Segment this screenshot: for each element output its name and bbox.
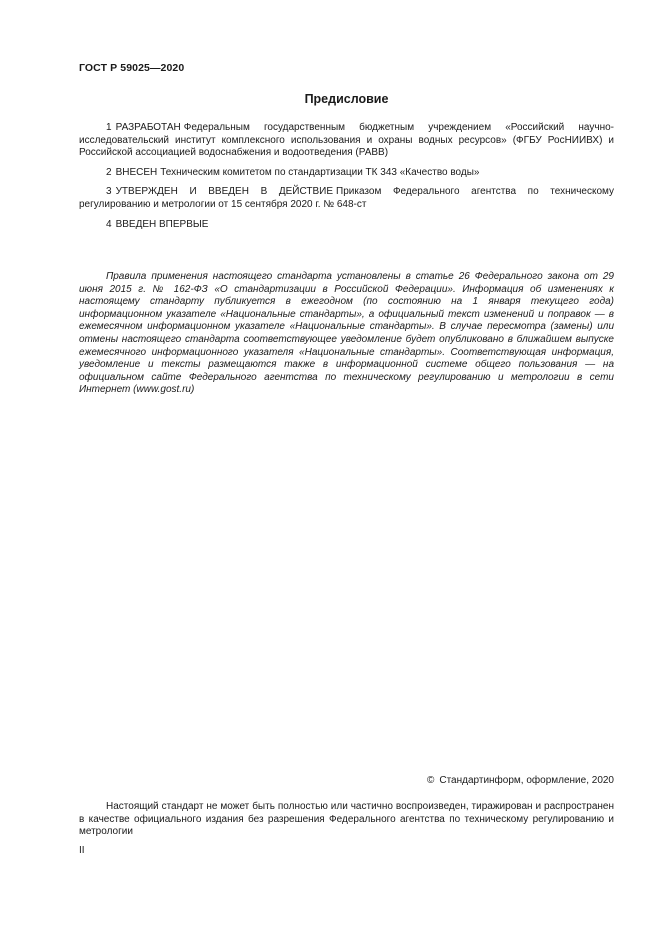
item-number: 1 xyxy=(106,122,112,133)
item-text: Приказом Федерального агентства по техническому регулированию и метрологии от 15 сентября 2020 г. № 648-ст xyxy=(79,186,614,210)
item-text: Техническим комитетом по стандартизации ТК 343 «Качество воды» xyxy=(160,166,480,178)
copyright-line xyxy=(427,775,614,786)
foreword-item-1 xyxy=(79,122,614,160)
item-text: Федеральным государственным бюджетным учреждением «Российский научно-исследовательский институт комплексного использования и охраны водных ресурсов» (ФГБУ РосНИИВХ) и Российской ассоциацией водоснабжения и водоотведения (РАВВ) xyxy=(79,122,614,159)
foreword-item-4 xyxy=(79,219,614,232)
item-number: 3 xyxy=(106,186,112,198)
foreword-items xyxy=(79,122,614,238)
copyright-symbol: © xyxy=(426,775,435,786)
item-keyword: УТВЕРЖДЕН И ВВЕДЕН В ДЕЙСТВИЕ xyxy=(115,186,334,198)
item-keyword: РАЗРАБОТАН xyxy=(115,122,181,133)
item-number: 4 xyxy=(106,218,112,230)
copyright-text: Стандартинформ, оформление, 2020 xyxy=(439,775,614,786)
item-number: 2 xyxy=(106,166,112,178)
item-keyword: ВНЕСЕН xyxy=(115,166,158,178)
document-code: ГОСТ Р 59025—2020 xyxy=(79,62,185,74)
reproduction-rights-notice: Настоящий стандарт не может быть полностью или частично воспроизведен, тиражирован и распространен в качестве официального издания без разрешения Федерального агентства по техническому регулированию и метрологии xyxy=(79,801,614,838)
item-keyword: ВВЕДЕН ВПЕРВЫЕ xyxy=(115,218,209,230)
section-title: Предисловие xyxy=(304,92,389,106)
standard-application-notice: Правила применения настоящего стандарта установлены в статье 26 Федерального закона от 29 июня 2015 г. № 162-ФЗ «О стандартизации в Российской Федерации». Информация об изменениях к настоящему стандарту публикуется в ежегодном (по состоянию на 1 января текущего года) информационном указателе «Национальные стандарты», а официальный текст изменений и поправок — в ежемесячном информационном указателе «Национальные стандарты». В случае пересмотра (замены) или отмены настоящего стандарта соответствующее уведомление будет опубликовано в ближайшем выпуске ежемесячного информационного указателя «Национальные стандарты». Соответствующая информация, уведомление и тексты размещаются также в информационной системе общего пользования — на официальном сайте Федерального агентства по техническому регулированию и метрологии в сети Интернет (www.gost.ru) xyxy=(79,271,614,396)
foreword-item-2 xyxy=(79,167,614,180)
foreword-item-3 xyxy=(79,186,614,211)
page-number: II xyxy=(79,845,85,856)
